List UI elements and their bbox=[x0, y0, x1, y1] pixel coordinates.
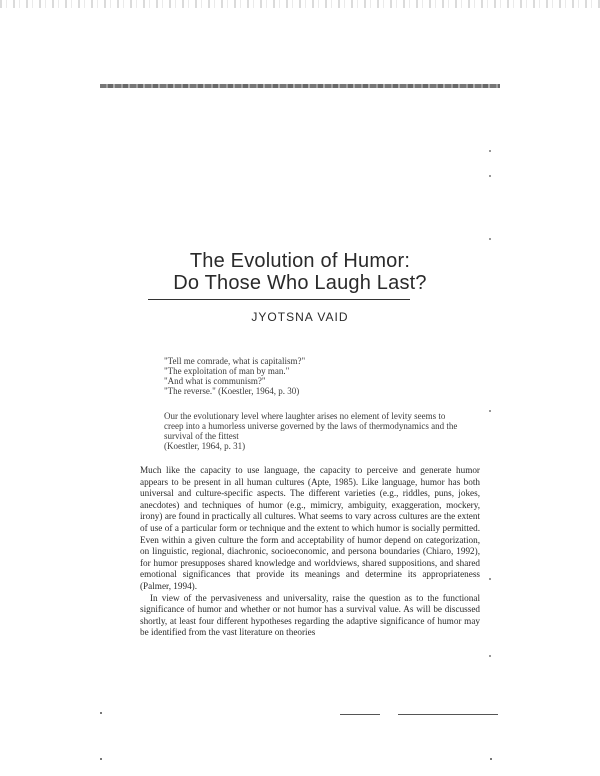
article-body bbox=[140, 465, 480, 639]
scan-artifact-top bbox=[0, 0, 600, 8]
epigraph-line: "Tell me comrade, what is capitalism?" bbox=[164, 356, 306, 366]
article-title-line2: Do Those Who Laugh Last? bbox=[173, 272, 427, 294]
footer-rule-long bbox=[398, 714, 498, 715]
epigraph-passage bbox=[164, 411, 464, 451]
scan-speck bbox=[489, 410, 491, 412]
scan-speck bbox=[489, 655, 491, 657]
epigraph-quote bbox=[164, 356, 484, 396]
author-name: JYOTSNA VAID bbox=[251, 310, 349, 324]
journal-header-rule bbox=[100, 84, 500, 88]
epigraph-line: "The exploitation of man by man." bbox=[164, 366, 290, 376]
epigraph-line: "And what is communism?" bbox=[164, 376, 266, 386]
scan-speck bbox=[489, 238, 491, 240]
scan-speck bbox=[490, 758, 492, 760]
epigraph-passage-text: Our the evolutionary level where laughter arises no element of levity seems to creep into a humorless universe governed by the laws of thermodynamics and the survival of the fittest bbox=[164, 411, 458, 441]
scan-speck bbox=[100, 712, 102, 714]
title-underline bbox=[148, 299, 410, 300]
scan-speck bbox=[489, 175, 491, 177]
scan-speck bbox=[489, 578, 491, 580]
article-title-line1: The Evolution of Humor: bbox=[189, 250, 411, 272]
scan-speck bbox=[100, 758, 102, 760]
scan-speck bbox=[489, 150, 491, 152]
epigraph-line: "The reverse." (Koestler, 1964, p. 30) bbox=[164, 386, 300, 396]
footer-rule-short bbox=[340, 714, 380, 715]
body-paragraph-2: In view of the pervasiveness and universality, raise the question as to the functional significance of humor and whether or not humor has a survival value. As will be discussed shortly, at least four different hypotheses regarding the adaptive significance of humor may be identified from the vast literature on theories bbox=[140, 592, 480, 638]
body-paragraph-1: Much like the capacity to use language, the capacity to perceive and generate humor appears to be present in all human cultures (Apte, 1985). Like language, humor has both universal and culture-specific aspects. The different varieties (e.g., riddles, puns, jokes, anecdotes) and techniques of humor (e.g., mimicry, ambiguity, exaggeration, mockery, irony) are found in practically all cultures. What seems to vary across cultures are the extent of use of a particular form or technique and the extent to which humor is socially permitted. Even within a given culture the form and acceptability of humor depend on categorization, on linguistic, regional, diachronic, socioeconomic, and persona boundaries (Chiaro, 1992), for humor presupposes shared knowledge and worldviews, shared suppositions, and shared emotional significances that provide its meanings and determine its appropriateness (Palmer, 1994). bbox=[140, 465, 480, 591]
epigraph-citation: (Koestler, 1964, p. 31) bbox=[164, 441, 246, 451]
